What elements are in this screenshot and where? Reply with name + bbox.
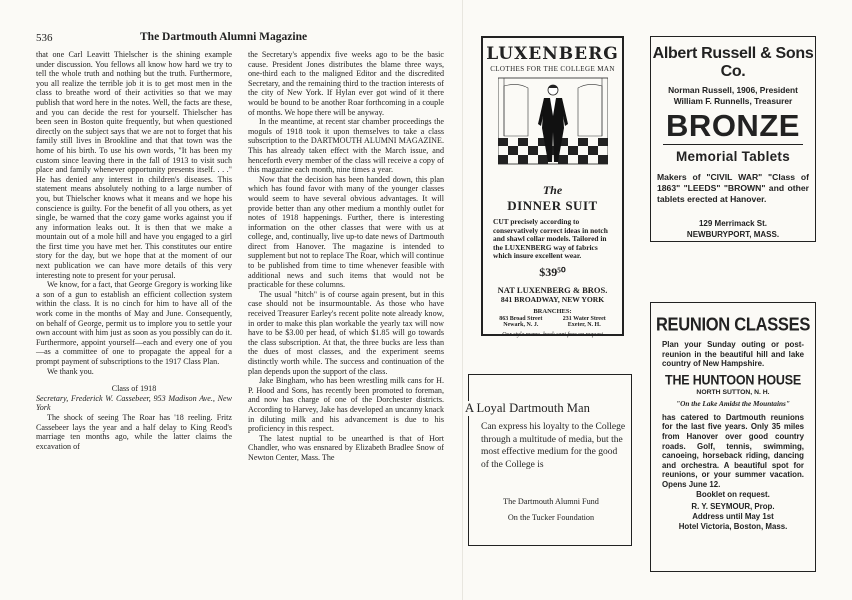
paragraph: Jake Bingham, who has been wrestling milk cans for H. P. Hood and Sons, has recently been promoted to foreman, and now has charge of one of the Dorchester districts. According to Harvey, Jake has developed an uncanny knack in diluting milk and his advancement is due to his proficiency in this respect.: [248, 376, 444, 434]
reunion-title: REUNION CLASSES: [655, 314, 811, 336]
luxenberg-brand: LUXENBERG: [486, 44, 619, 64]
huntoon-motto: "On the Lake Amidst the Mountains": [676, 398, 790, 408]
page-number: 536: [36, 32, 53, 44]
reunion-ad: [650, 302, 816, 572]
paragraph: the Secretary's appendix five weeks ago to be the basic cause. President Jones distributes the blame three ways, one-third each to the maligned Editor and the discredited Secretary, and the remaining third to the traction interests of the city of New York. If Hylan ever got wind of it there would be bound to be another Roar forthcoming in a couple of months. We hope there will be anyway.: [248, 50, 444, 117]
russell-treasurer: William F. Runnells, Treasurer: [673, 95, 793, 106]
paragraph: In the meantime, at recent star chamber proceedings the moguls of 1918 took it upon themselves to take a class subscription to the DARTMOUTH ALUMNI MAGAZINE. This has already taken effect with the March issue, and henceforth every member of the class will receive a copy of this magazine each month, nine times a year.: [248, 117, 444, 175]
branch-exeter: [563, 316, 606, 328]
luxenberg-firm: NAT LUXENBERG & BROS.: [497, 284, 608, 295]
branch-street: 231 Water Street: [562, 315, 606, 322]
russell-city: NEWBURYPORT, MASS.: [686, 229, 780, 239]
luxenberg-address: 841 BROADWAY, NEW YORK: [500, 294, 605, 304]
paragraph: The usual "hitch" is of course again present, but in this case should not be insurmountable. As those who have received Treasurer Earley's recent polite note already know, in order to make this plan workable the yearly tax will now have to be $3.00 per head, of which $1.85 will go towards the class subscription. At that, the three bucks are less than the dues of most classes, and the experiment seems distinctly worth while. The success and continuation of the plan depends upon the support of the class.: [248, 289, 444, 376]
branches-heading: BRANCHES:: [533, 307, 572, 315]
dinner-suit-illustration: [498, 76, 608, 176]
class-secretary: Secretary, Frederick W. Cassebeer, 953 Madison Ave., New York: [36, 393, 232, 413]
branches-list: [489, 316, 616, 328]
tucker-foundation: On the Tucker Foundation: [507, 513, 595, 522]
hotel-address: Hotel Victoria, Boston, Mass.: [678, 521, 788, 531]
memorial-tablets: Memorial Tablets: [675, 149, 791, 164]
russell-address: [651, 219, 815, 240]
dinner-suit-description: CUT precisely according to conservatively correct ideas in notch and shawl collar models. Tailored in the LUXENBERG way of fabrics which insure excellent wear.: [493, 217, 608, 261]
russell-street: 129 Merrimack St.: [698, 219, 768, 228]
branch-city: Exeter, N. H.: [567, 321, 601, 328]
branch-newark: [499, 316, 542, 328]
dinner-suit-the: The: [542, 183, 563, 197]
booklet-note: Booklet on request.: [696, 489, 770, 499]
branch-city: Newark, N. J.: [503, 321, 539, 328]
column-left: [36, 50, 232, 451]
column-right: [248, 50, 444, 463]
dinner-suit-title: DINNER SUIT: [507, 198, 598, 213]
loyal-title: A Loyal Dartmouth Man: [465, 401, 590, 415]
huntoon-details: has catered to Dartmouth reunions for the last five years. Only 35 miles from Hanover over good country roads. Golf, tennis, swimming, canoeing, horseback riding, dancing and orchestra. A beautiful spot for reunions, or your summer vacation. Opens June 12.: [662, 412, 804, 489]
alumni-fund-ad: [465, 374, 632, 546]
huntoon-house: THE HUNTOON HOUSE: [665, 371, 801, 388]
proprietor: R. Y. SEYMOUR, Prop.: [691, 501, 775, 511]
address-until: Address until May 1st: [692, 511, 774, 521]
class-heading: Class of 1918: [111, 384, 157, 394]
paragraph: The latest nuptial to be unearthed is that of Hort Chandler, who was ensnared by Elizabeth Bradlee Snow of Newton Center, Mass. The: [248, 433, 444, 462]
dinner-suit-price: $39⁵⁰: [539, 264, 566, 279]
paragraph: Now that the decision has been handed down, this plan which has found favor with many of the younger classes would seem to have several obvious advantages. It will provide better than any other medium a monthly outlet for notes of 1918 happenings. Further, there is interesting information on the other classes that were with us at college, and, continually, live up-to date news of Dartmouth direct from Hanover. The magazine is intended to supplement but not to replace The Roar, which will continue to be published from time to time whenever feasible with additional news and such items that would not be practicable for these columns.: [248, 174, 444, 290]
paragraph: that one Carl Leavitt Thielscher is the shining example under discussion. You fellows all know how hard we try to tell the whole truth and nothing but the truth. Furthermore, you all realize the terrible job it is to get most men in the class to breathe word of their activities so that we may publish that word here in the notes. Well, the facts are these, and you can decide the rest for yourself. Thielscher has been seen in Boston quite frequently, but when questioned directly on the subject says that we are not to forget that his family still lives in Brookline and that that town was the home of his birth. To use his own words, "It has been my custom since leaving there in the fall of 1913 to visit such place and family whenever opportunity presents itself. . . ." He has denied any interest in children's diseases. This statement means absolutely nothing to a large number of you, but Thielscher knows what it means and we hope his conscience is guilty. For the benefit of all you others, as yet single, be warned that the cozy game works against you if any information leaks out. It is then that we make a mountain out of a mole hill and have you engaged to a girl the first time you have met her. This constitutes our entire story for the day, but we hope that at the moment of our next publication we can have more details of this very interesting note to present for your perusal.: [36, 50, 232, 280]
bronze-title: BRONZE: [666, 108, 800, 143]
paragraph: The shock of seeing The Roar has '18 reeling. Fritz Cassebeer lays the year and a half delay to King Reod's marriage ten months ago, while the latter claims the excavation of: [36, 412, 232, 451]
paragraph: We thank you.: [47, 366, 94, 376]
russell-makers: Makers of "CIVIL WAR" "Class of 1863" "LEEDS" "BROWN" and other tablets erected at Hanover.: [657, 172, 809, 204]
russell-ad: [650, 36, 816, 242]
magazine-title: The Dartmouth Alumni Magazine: [140, 31, 308, 43]
divider: [663, 144, 803, 145]
alumni-fund-name: The Dartmouth Alumni Fund: [503, 497, 599, 506]
luxenberg-ad: [481, 36, 624, 336]
russell-president: Norman Russell, 1906, President: [668, 85, 798, 95]
huntoon-location: NORTH SUTTON, N. H.: [696, 388, 770, 396]
loyal-body: Can express his loyalty to the College through a multitude of media, but the most effective medium for the good of the College is: [481, 422, 626, 470]
russell-company: Albert Russell & Sons Co.: [652, 45, 814, 80]
luxenberg-tagline: CLOTHES FOR THE COLLEGE MAN: [490, 65, 615, 73]
luxenberg-footer: Our style memo. book sent free on request: [502, 331, 603, 338]
paragraph: We know, for a fact, that George Gregory is working like a son of a gun to establish an efficient collection system within the class. It is no cinch for him to have all of the work come in the months of May and June. Consequently, on behalf of George, permit us to implore you to settle your own account with him just as soon as you possibly can do it. Furthermore, appoint yourself—each and every one of you—as a committee of one to propagate the appeal for a prompt payment of subscriptions to the 1917 Class Plan.: [36, 280, 232, 366]
russell-officers: [651, 85, 815, 106]
reunion-intro: Plan your Sunday outing or post-reunion in the beautiful hill and lake country of New Hampshire.: [662, 340, 804, 369]
branch-street: 863 Broad Street: [499, 315, 543, 322]
page-gutter: [462, 0, 463, 600]
